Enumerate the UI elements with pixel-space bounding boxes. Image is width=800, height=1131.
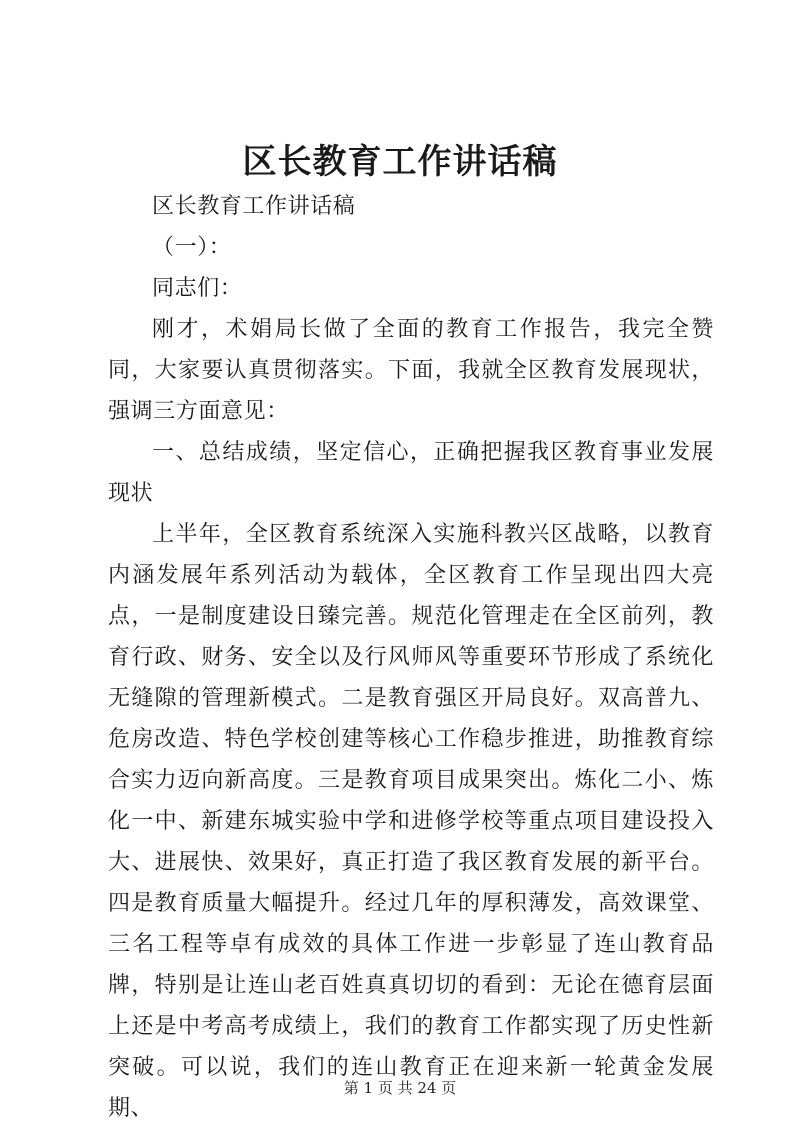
- document-title: 区长教育工作讲话稿: [242, 142, 558, 182]
- paragraph-heading-one: 一、总结成绩，坚定信心，正确把握我区教育事业发展现状: [108, 440, 714, 506]
- document-body: [108, 186, 714, 1129]
- page-number: 第 1 页 共 24 页: [343, 1079, 457, 1097]
- paragraph-achievements: 上半年，全区教育系统深入实施科教兴区战略，以教育内涵发展年系列活动为载体，全区教育工作呈现出四大亮点，一是制度建设日臻完善。规范化管理走在全区前列，教育行政、财务、安全以及行风师风等重要环节形成了系统化无缝隙的管理新模式。二是教育强区开局良好。双高普九、危房改造、特色学校创建等核心工作稳步推进，助推教育综合实力迈向新高度。三是教育项目成果突出。炼化二小、炼化一中、新建东城实验中学和进修学校等重点项目建设投入大、进展快、效果好，真正打造了我区教育发展的新平台。四是教育质量大幅提升。经过几年的厚积薄发，高效课堂、三名工程等卓有成效的具体工作进一步彰显了连山教育品牌，特别是让连山老百姓真真切切的看到：无论在德育层面上还是中考高考成绩上，我们的教育工作都实现了历史性新突破。可以说，我们的连山教育正在迎来新一轮黄金发展期、: [108, 522, 714, 1121]
- paragraph-salutation: 同志们：: [152, 276, 243, 301]
- paragraph-intro: 刚才，术娟局长做了全面的教育工作报告，我完全赞同，大家要认真贯彻落实。下面，我就全区教育发展现状，强调三方面意见：: [108, 317, 714, 424]
- paragraph-subtitle: 区长教育工作讲话稿: [152, 194, 356, 219]
- paragraph-section-marker: （一）：: [152, 235, 232, 260]
